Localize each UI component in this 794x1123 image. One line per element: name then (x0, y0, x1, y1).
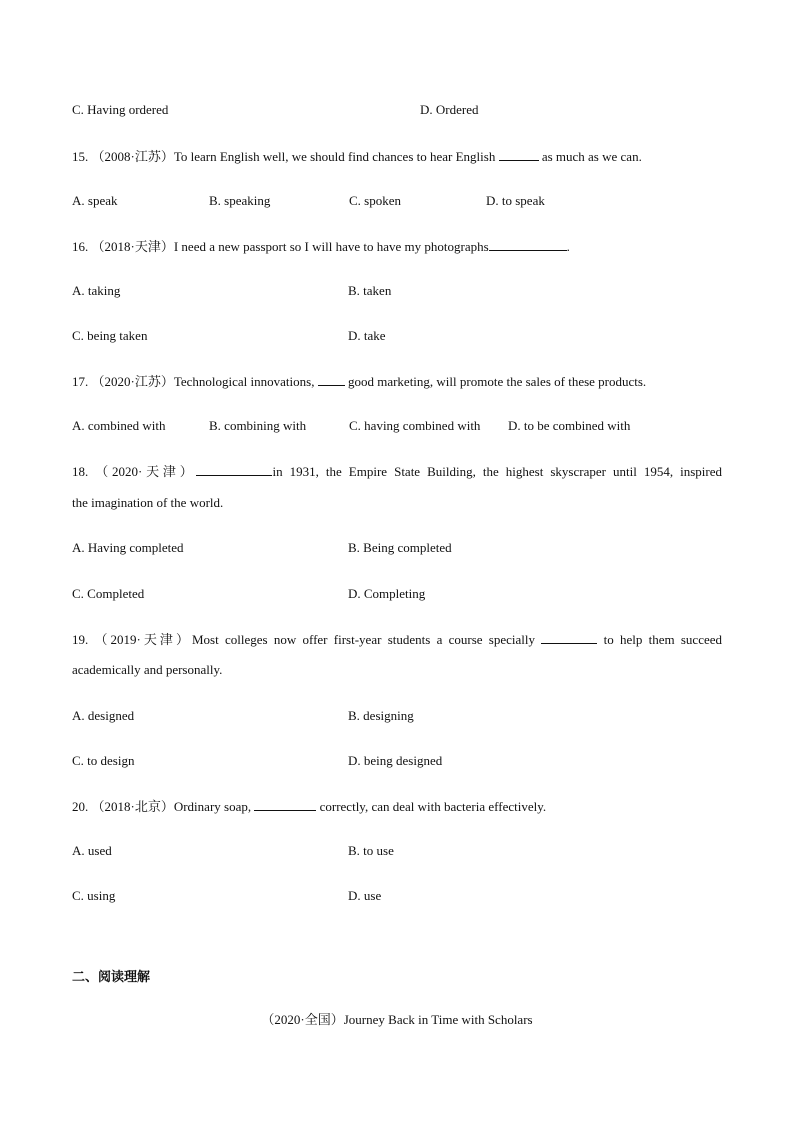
option-b: B. designing (348, 708, 414, 723)
question-17 (72, 373, 646, 390)
option-d: D. Completing (348, 586, 426, 601)
option-b: B. Being completed (348, 540, 452, 555)
question-19-line2: academically and personally. (72, 662, 223, 677)
question-19 (72, 631, 722, 648)
q20-options-row-1 (72, 843, 394, 859)
option-c: C. to design (72, 753, 135, 768)
question-18-line2: the imagination of the world. (72, 495, 224, 510)
answer-blank[interactable] (499, 148, 539, 161)
question-source: （2020·天津） (95, 464, 197, 479)
q18-options-row-1 (72, 540, 452, 556)
q19-options-row-1 (72, 708, 414, 724)
option-c: C. being taken (72, 328, 148, 343)
option-c: C. spoken (349, 193, 401, 208)
answer-blank[interactable] (318, 373, 345, 386)
option-a: A. Having completed (72, 540, 184, 555)
question-text: Technological innovations, (173, 374, 315, 389)
question-text: To learn English well, we should find chances to hear English (173, 149, 496, 164)
question-source: （2020·江苏） (91, 374, 174, 389)
option-c: C. Completed (72, 586, 145, 601)
question-16 (72, 238, 570, 255)
section-heading: 二、阅读理解 (72, 970, 151, 985)
question-text: I need a new passport so I will have to have my photographs (173, 239, 489, 254)
option-d: D. to speak (486, 193, 545, 208)
answer-blank[interactable] (541, 631, 597, 644)
q15-options-row (72, 193, 545, 209)
question-number: 20. (72, 799, 89, 814)
option-b: B. speaking (209, 193, 271, 208)
q17-options-row (72, 418, 631, 434)
question-source: （2008·江苏） (91, 149, 174, 164)
q19-options-row-2 (72, 753, 443, 769)
option-a: A. taking (72, 283, 121, 298)
option-d: D. use (348, 888, 382, 903)
question-source: （2019·天津） (94, 632, 192, 647)
q18-options-row-2 (72, 586, 426, 602)
q20-options-row-2 (72, 888, 382, 904)
option-b: B. taken (348, 283, 392, 298)
option-c: C. Having ordered (72, 102, 169, 117)
answer-blank[interactable] (254, 798, 316, 811)
option-a: A. used (72, 843, 112, 858)
question-source: （2018·天津） (91, 239, 174, 254)
option-d: D. being designed (348, 753, 443, 768)
q16-options-row-1 (72, 283, 392, 299)
option-c: C. using (72, 888, 116, 903)
q14-options-row (72, 102, 479, 118)
question-text-after: . (566, 239, 570, 254)
option-a: A. combined with (72, 418, 166, 433)
question-number: 18. (72, 464, 89, 479)
answer-blank[interactable] (196, 463, 272, 476)
question-source: （2018·北京） (91, 799, 174, 814)
option-d: D. to be combined with (508, 418, 631, 433)
question-number: 19. (72, 632, 89, 647)
question-text-after: in 1931, the Empire State Building, the highest skyscraper until 1954, inspired (272, 464, 722, 479)
question-number: 17. (72, 374, 89, 389)
question-text-after: to help them succeed (603, 632, 723, 647)
question-text: Most colleges now offer first-year students a course specially (191, 632, 536, 647)
question-text-after: as much as we can. (541, 149, 642, 164)
option-b: B. to use (348, 843, 394, 858)
question-20 (72, 798, 546, 815)
option-a: A. speak (72, 193, 118, 208)
q16-options-row-2 (72, 328, 386, 344)
question-text-after: good marketing, will promote the sales of these products. (347, 374, 647, 389)
question-15 (72, 148, 642, 165)
question-18 (72, 463, 722, 480)
option-d: D. take (348, 328, 386, 343)
option-b: B. combining with (209, 418, 307, 433)
option-a: A. designed (72, 708, 135, 723)
question-text: Ordinary soap, (173, 799, 252, 814)
passage-title: （2020·全国）Journey Back in Time with Scholars (261, 1012, 533, 1027)
answer-blank[interactable] (489, 238, 567, 251)
option-d: D. Ordered (420, 102, 479, 117)
question-text-after: correctly, can deal with bacteria effectively. (319, 799, 547, 814)
question-number: 15. (72, 149, 89, 164)
question-number: 16. (72, 239, 89, 254)
option-c: C. having combined with (349, 418, 481, 433)
